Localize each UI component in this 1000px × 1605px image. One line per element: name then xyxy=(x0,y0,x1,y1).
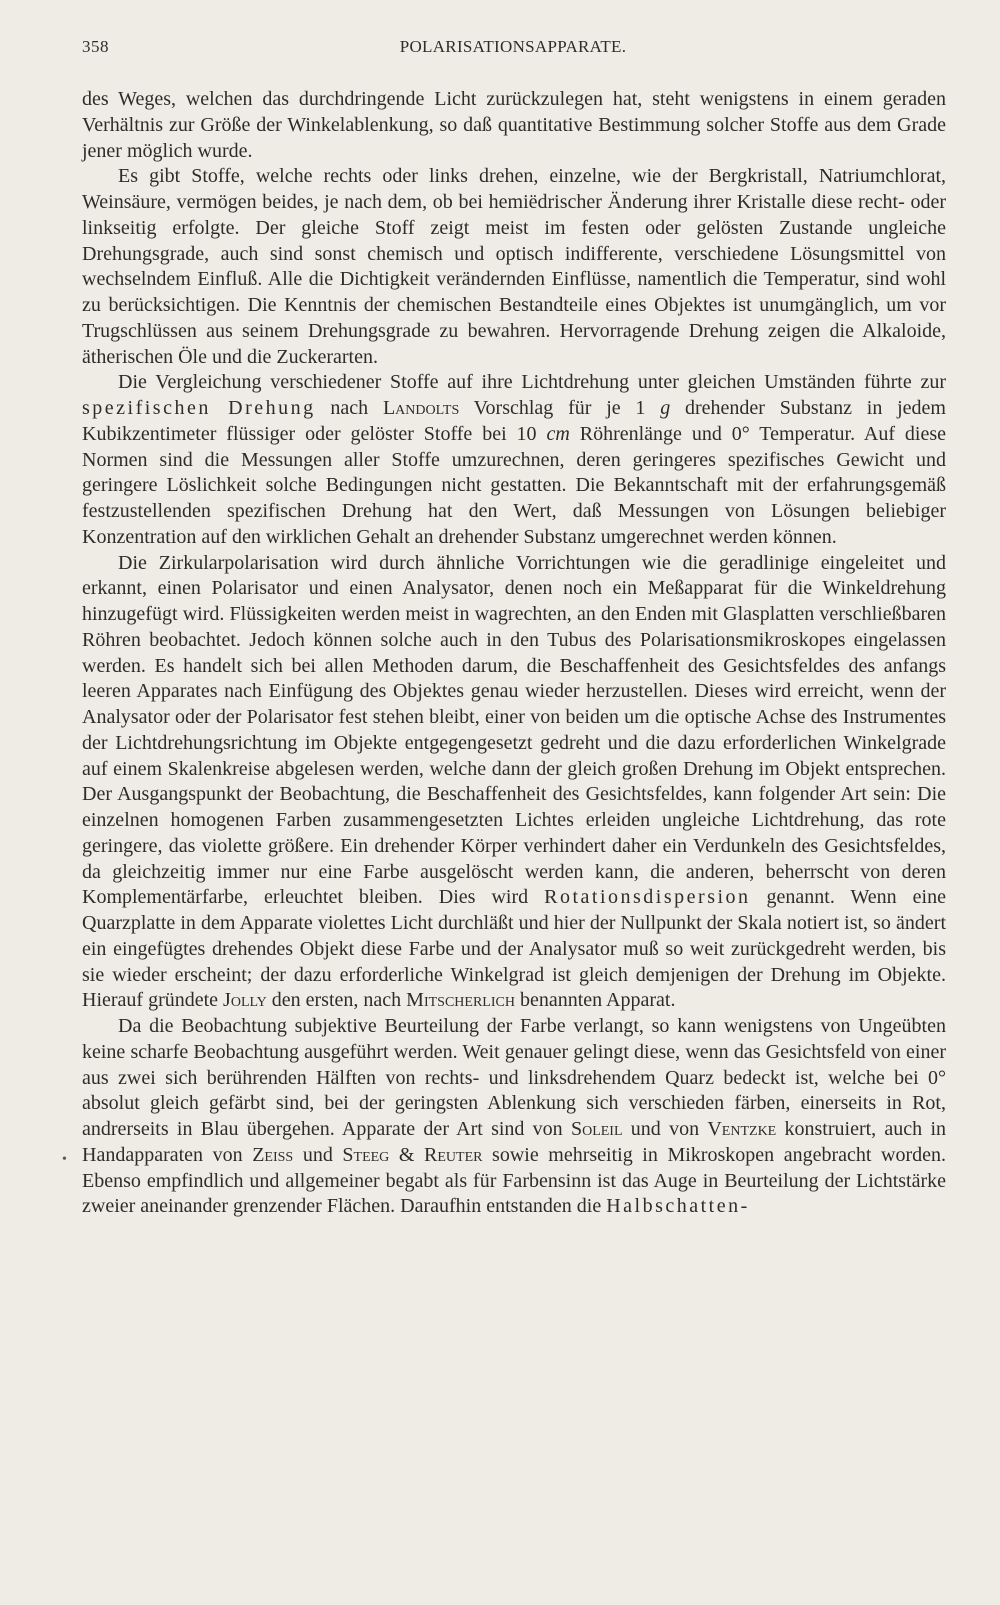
emphasis-run: Landolts xyxy=(382,397,460,419)
emphasis-run: Steeg & Reuter xyxy=(342,1143,483,1166)
emphasis-run: Jolly xyxy=(223,989,267,1012)
emphasis-run: cm xyxy=(546,422,570,445)
text-run: Die Vergleichung verschiedener Stoffe auf ihre Lichtdrehung unter gleichen Umständen führte zur xyxy=(118,371,946,394)
text-run: Vorschlag für je 1 xyxy=(459,397,661,419)
emphasis-run: spezifischen Drehung xyxy=(82,397,316,419)
paragraph xyxy=(82,370,946,550)
emphasis-run: Zeiss xyxy=(252,1143,294,1166)
paragraph xyxy=(82,87,946,164)
page-number: 358 xyxy=(82,37,109,56)
text-run: drehender Substanz in jedem Kubikzentimeter flüssiger oder gelöster Stoffe bei 10 xyxy=(82,397,946,445)
emphasis-run: Rotationsdispersion xyxy=(544,886,751,909)
emphasis-run: g xyxy=(660,397,671,419)
margin-mark: • xyxy=(62,1152,67,1167)
page-header xyxy=(82,37,944,63)
text-run: sowie mehrseitig in Mikroskopen angebracht worden. Ebenso empfindlich und allgemeiner begabt als für Farbensinn ist das Auge in Beurteilung der Lichtstärke zweier aneinander grenzender Flächen. Daraufhin entstanden die xyxy=(82,1143,946,1218)
text-run: des Weges, welchen das durchdringende Licht zurückzulegen hat, steht wenigstens in einem geraden Verhältnis zur Größe der Winkelablenkung, so daß quantitative Bestimmung solcher Stoffe aus dem Grade jener möglich wurde. xyxy=(82,88,946,162)
text-run: konstruiert, auch in Handapparaten von xyxy=(82,1118,947,1166)
text-run: Da die Beobachtung subjektive Beurteilung der Farbe verlangt, so kann wenigstens von Ungeübten keine scharfe Beobachtung ausgeführt werden. Weit genauer gelingt diese, wenn das Gesichtsfeld von einer aus zwei sich berührenden Hälften von rechts- und linksdrehendem Quarz bedeckt ist, welche bei 0° absolut gleich gefärbt sind, bei der geringsten Ablenkung sich verschieden färben, einerseits in Rot, andrerseits in Blau übergehen. Apparate der Art sind von xyxy=(82,1015,946,1140)
paragraph xyxy=(82,1014,946,1220)
text-run: und xyxy=(293,1143,343,1166)
paragraph xyxy=(82,551,946,1015)
text-run: Die Zirkularpolarisation wird durch ähnliche Vorrichtungen wie die geradlinige eingeleitet und erkannt, einen Polarisator und einen Analysator, denen noch ein Meßapparat für die Winkeldrehung hinzugefügt wird. Flüssigkeiten werden meist in wagrechten, an den Enden mit Glasplatten verschließbaren Röhren beobachtet. Jedoch können solche auch in den Tubus des Polarisationsmikroskopes eingelassen werden. Es handelt sich bei allen Methoden darum, die Beschaffenheit des Gesichtsfeldes des anfangs leeren Apparates nach Einfügung des Objektes genau wieder herzustellen. Dieses wird erreicht, wenn der Analysator oder der Polarisator fest stehen bleibt, einer von beiden um die optische Achse des Instrumentes der Lichtdrehungsrichtung im Objekte entgegengesetzt gedreht und die dazu erforderlichen Winkelgrade auf einem Skalenkreise abgelesen werden, welche dann der gleich großen Drehung im Objekt entsprechen. Der Ausgangspunkt der Beobachtung, die Beschaffenheit des Gesichtsfeldes, kann folgender Art sein: Die einzelnen homogenen Farben zusammengesetzten Lichtes erleiden ungleiche Lichtdrehung, das rote geringere, das violette größere. Ein drehender Körper verhindert daher ein Verdunkeln des Gesichtsfeldes, da gleichzeitig immer nur eine Farbe ausgelöscht werden kann, die anderen, beherrscht von deren Komplementärfarbe, erleuchtet bleiben. Dies wird xyxy=(82,551,946,909)
emphasis-run: Mitscherlich xyxy=(406,989,515,1012)
text-run: benannten Apparat. xyxy=(514,989,676,1012)
text-run: Es gibt Stoffe, welche rechts oder links drehen, einzelne, wie der Bergkristall, Natriumchlorat, Weinsäure, vermögen beides, je nach dem, ob bei hemiëdrischer Änderung ihrer Kristalle diese recht- oder linkseitig erfolgte. Der gleiche Stoff zeigt meist im festen oder gelösten Zustande ungleiche Drehungsgrade, auch sind sonst chemisch und optisch indifferente, verschiedene Lösungsmittel von wechselndem Einfluß. Alle die Dichtigkeit verändernden Einflüsse, namentlich die Temperatur, sind wohl zu berücksichtigen. Die Kenntnis der chemischen Bestandteile eines Objektes ist unumgänglich, um vor Trugschlüssen aus seinem Drehungsgrade zu bewahren. Hervorragende Drehung zeigen die Alkaloide, ätherischen Öle und die Zuckerarten. xyxy=(82,165,946,368)
body-text xyxy=(82,87,946,1220)
paragraph xyxy=(82,164,946,370)
text-run: Röhrenlänge und 0° Temperatur. Auf diese Normen sind die Messungen aller Stoffe umzurechnen, deren geringeres spezifisches Gewicht und geringere Löslichkeit solche Bedingungen nicht gestatten. Die Bekanntschaft mit der erfahrungsgemäß festzustellenden spezifischen Drehung hat den Wert, daß Messungen von Lösungen beliebiger Konzentration auf den wirklichen Gehalt an drehender Substanz umgerechnet werden können. xyxy=(82,422,946,548)
emphasis-run: Halbschatten- xyxy=(606,1195,750,1218)
emphasis-run: Ventzke xyxy=(707,1118,777,1140)
emphasis-run: Soleil xyxy=(570,1118,623,1140)
text-run: und von xyxy=(622,1118,708,1140)
text-run: den ersten, nach xyxy=(266,989,407,1012)
running-title: POLARISATIONSAPPARATE. xyxy=(399,37,627,56)
text-run: nach xyxy=(315,397,383,419)
text-run: genannt. Wenn eine Quarzplatte in dem Apparate violettes Licht durchläßt und hier der Nullpunkt der Skala notiert ist, so ändert ein eingefügtes drehendes Objekt diese Farbe und der Analysator muß so weit zurückgedreht werden, bis sie wieder erscheint; der dazu erforderliche Winkelgrad ist gleich demjenigen der Drehung im Objekte. Hierauf gründete xyxy=(82,886,946,1012)
